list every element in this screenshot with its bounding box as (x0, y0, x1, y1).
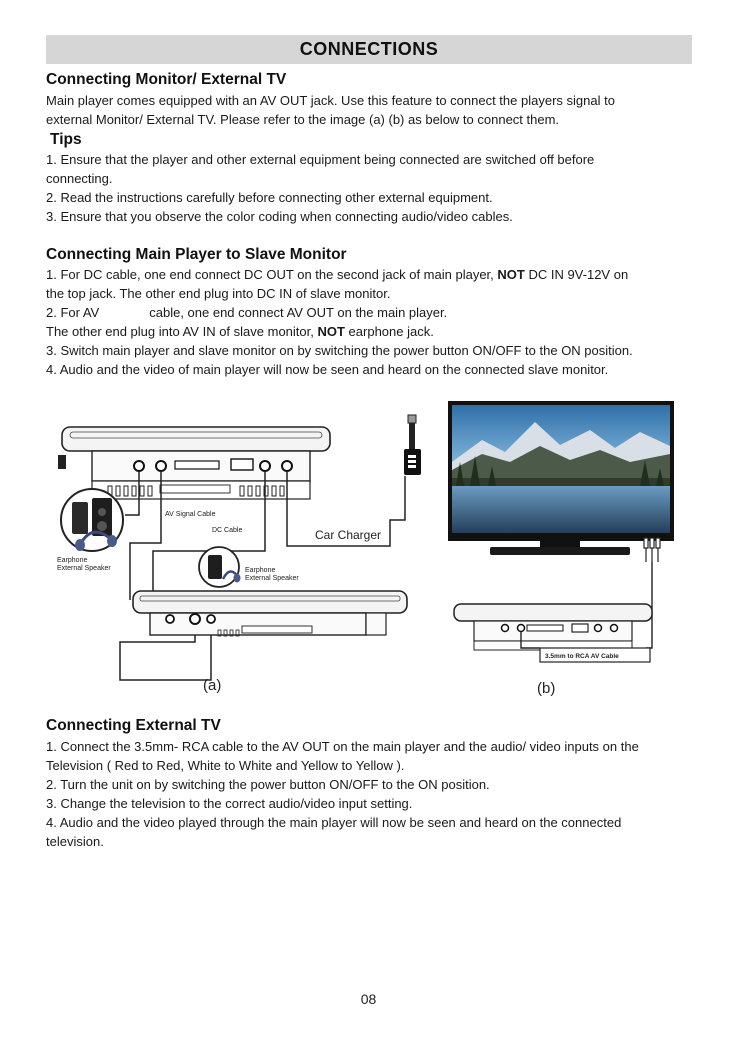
text-line: connecting. (46, 171, 113, 186)
label-car-charger: Car Charger (315, 528, 382, 542)
label-rca-cable: 3.5mm to RCA AV Cable (545, 653, 619, 660)
speaker-earphone-inset-right (199, 547, 241, 587)
text-line: external Monitor/ External TV. Please refer to the image (a) (b) as below to connect them. (46, 112, 560, 127)
section3-body (46, 737, 696, 851)
text-line: 3. Change the television to the correct audio/video input setting. (46, 796, 413, 811)
heading-tips: Tips (50, 131, 82, 148)
label-figure-a: (a) (203, 677, 222, 694)
step1-not: NOT (497, 267, 525, 282)
heading-external-tv: Connecting External TV (46, 717, 221, 734)
slave-monitor-illustration (133, 591, 407, 636)
text-line: 4. Audio and the video played through the main player will now be seen and heard on the connected (46, 815, 622, 830)
car-charger-plug (404, 415, 421, 475)
page-title: CONNECTIONS (299, 39, 439, 59)
text-line: Television ( Red to Red, White to White and Yellow to Yellow ). (46, 758, 405, 773)
heading-monitor-external-tv: Connecting Monitor/ External TV (46, 71, 287, 88)
step1-text-c: the top jack. The other end plug into DC IN of slave monitor. (46, 286, 391, 301)
step2-not: NOT (317, 324, 345, 339)
label-dc-cable: DC Cable (212, 527, 243, 534)
label-figure-b: (b) (537, 680, 556, 697)
label-external-speaker-left: External Speaker (57, 565, 111, 572)
main-player-illustration (58, 427, 330, 499)
text-line: 1. Ensure that the player and other external equipment being connected are switched off before (46, 152, 595, 167)
main-player-b-illustration (454, 604, 652, 650)
heading-slave-monitor: Connecting Main Player to Slave Monitor (46, 246, 347, 263)
step2-text-b: cable, one end connect AV OUT on the main player. (149, 305, 448, 320)
rca-connectors (644, 538, 660, 562)
text-line: 1. Connect the 3.5mm- RCA cable to the AV OUT on the main player and the audio/ video inputs on the (46, 739, 639, 754)
page-number: 08 (360, 991, 377, 1007)
step2-text-a: 2. For AV (46, 305, 100, 320)
label-av-signal-cable: AV Signal Cable (165, 511, 216, 518)
step1-text-a: 1. For DC cable, one end connect DC OUT on the second jack of main player, (46, 267, 498, 282)
label-external-speaker-right: External Speaker (245, 575, 299, 582)
step1-text-b: DC IN 9V-12V on (524, 267, 629, 282)
television-illustration (448, 401, 674, 555)
step3-text: 3. Switch main player and slave monitor on by switching the power button ON/OFF to the ON position. (46, 343, 633, 358)
step2-text-d: earphone jack. (344, 324, 434, 339)
step2-text-c: The other end plug into AV IN of slave monitor, (46, 324, 318, 339)
text-line: 2. Turn the unit on by switching the power button ON/OFF to the ON position. (46, 777, 490, 792)
text-line: television. (46, 834, 104, 849)
step4-text: 4. Audio and the video of main player will now be seen and heard on the connected slave monitor. (46, 362, 609, 377)
speaker-earphone-inset-left (61, 489, 123, 551)
label-earphone-left: Earphone (57, 557, 88, 564)
text-line: 2. Read the instructions carefully before connecting other external equipment. (46, 190, 493, 205)
label-earphone-right: Earphone (245, 567, 276, 574)
text-line: 3. Ensure that you observe the color coding when connecting audio/video cables. (46, 209, 513, 224)
text-line: Main player comes equipped with an AV OUT jack. Use this feature to connect the players signal to (46, 93, 615, 108)
